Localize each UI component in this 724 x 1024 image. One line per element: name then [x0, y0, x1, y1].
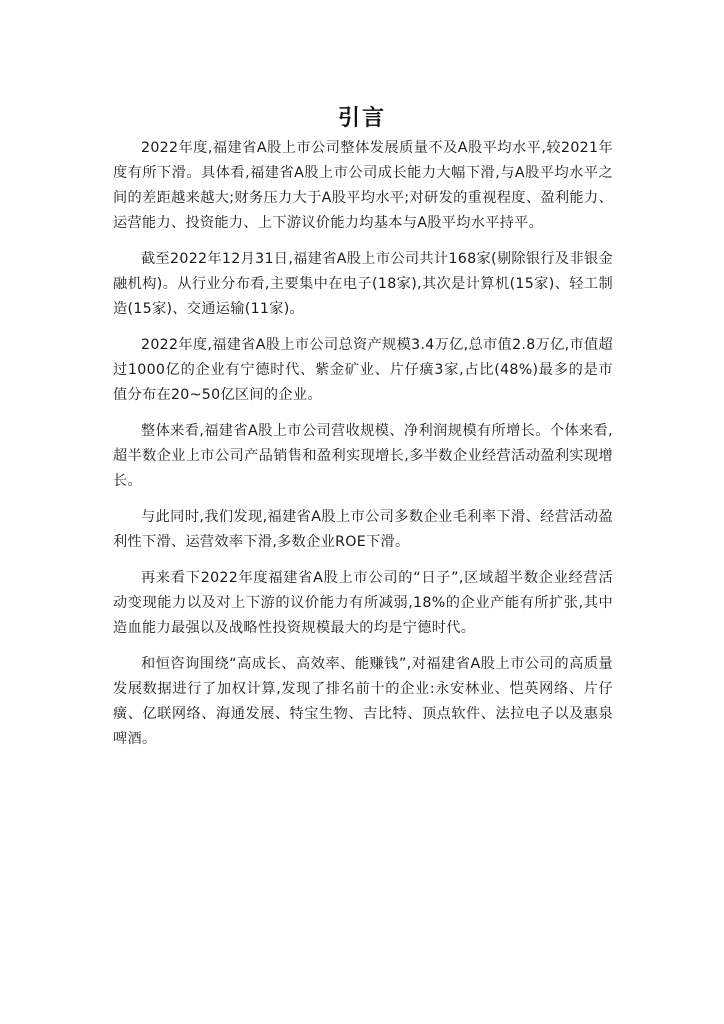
paragraph-industry-distribution: 截至2022年12月31日,福建省A股上市公司共计168家(剔除银行及非银金融机构)。从行业分布看,主要集中在电子(18家),其次是计算机(15家)、轻工制造(15家)、交通运输(11家)。	[113, 251, 613, 317]
paragraph-revenue-profit: 整体来看,福建省A股上市公司营收规模、净利润规模有所增长。个体来看,超半数企业上市公司产品销售和盈利实现增长,多半数企业经营活动盈利实现增长。	[113, 423, 613, 489]
body-text	[113, 136, 613, 763]
page-title: 引言	[337, 105, 386, 131]
paragraph-overall-quality: 2022年度,福建省A股上市公司整体发展质量不及A股平均水平,较2021年度有所下滑。具体看,福建省A股上市公司成长能力大幅下滑,与A股平均水平之间的差距越来越大;财务压力大于A股平均水平;对研发的重视程度、盈利能力、运营能力、投资能力、上下游议价能力均基本与A股平均水平持平。	[113, 140, 613, 231]
paragraph-top-ten: 和恒咨询围绕“高成长、高效率、能赚钱”,对福建省A股上市公司的高质量发展数据进行了加权计算,发现了排名前十的企业:永安林业、恺英网络、片仔癀、亿联网络、海通发展、特宝生物、吉比特、顶点软件、法拉电子以及惠泉啤酒。	[113, 656, 613, 747]
paragraph-margin-decline: 与此同时,我们发现,福建省A股上市公司多数企业毛利率下滑、经营活动盈利性下滑、运营效率下滑,多数企业ROE下滑。	[113, 509, 613, 550]
paragraph-operating-cash: 再来看下2022年度福建省A股上市公司的“日子”,区域超半数企业经营活动变现能力以及对上下游的议价能力有所减弱,18%的企业产能有所扩张,其中造血能力最强以及战略性投资规模最大的均是宁德时代。	[113, 570, 613, 636]
paragraph-asset-market-value: 2022年度,福建省A股上市公司总资产规模3.4万亿,总市值2.8万亿,市值超过1000亿的企业有宁德时代、紫金矿业、片仔癀3家,占比(48%)最多的是市值分布在20~50亿区间的企业。	[113, 337, 613, 403]
